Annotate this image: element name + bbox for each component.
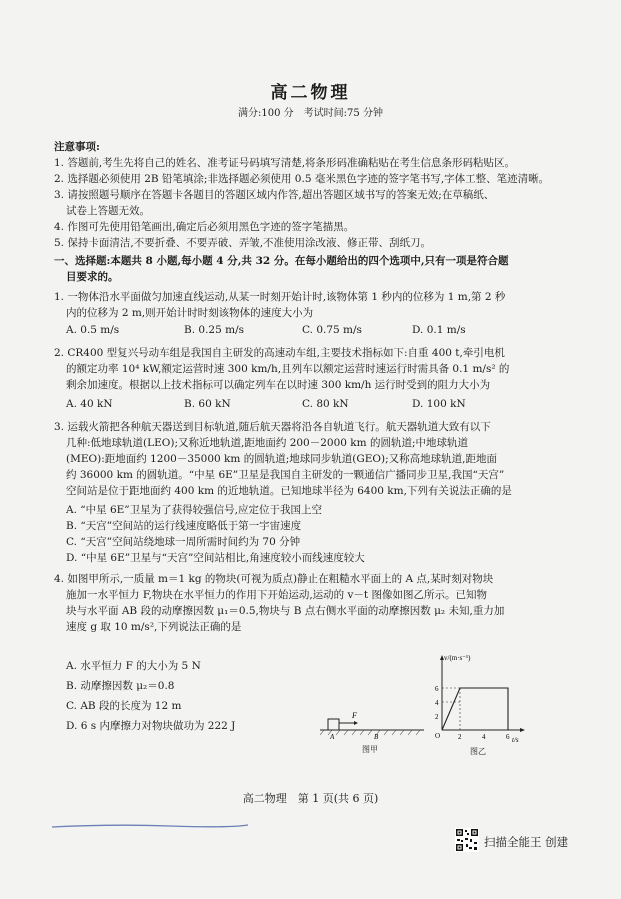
figure-a-caption: 图甲	[362, 745, 378, 754]
q4-option-b: B. 动摩擦因数 μ₂＝0.8	[66, 680, 175, 692]
point-a-label: A	[330, 733, 335, 740]
q2-option-c: C. 80 kN	[302, 398, 349, 410]
question-3-text: (MEO):距地面约 1200－35000 km 的圆轨道;地球同步轨道(GEO);又称高地球轨道,距地面	[66, 453, 497, 465]
question-4-text: 块与水平面 AB 段的动摩擦因数 μ₁＝0.5,物块与 B 点右侧水平面的动摩擦因数 μ₂ 未知,重力加	[66, 605, 505, 617]
q3-option-d: D. “中星 6E”卫星与“天宫”空间站相比,角速度较小而线速度较大	[66, 552, 365, 564]
q2-option-d: D. 100 kN	[412, 398, 466, 410]
note-item: 3. 请按照题号顺序在答题卡各题目的答题区域内作答,超出答题区域书写的答案无效;在草稿纸、	[54, 189, 495, 201]
question-3-text: 约 36000 km 的圆轨道。“中星 6E”卫星是我国自主研发的一颗通信广播同步卫星,我国“天宫”	[66, 469, 505, 481]
section-heading: 一、选择题:本题共 8 小题,每小题 4 分,共 32 分。在每小题给出的四个选项中,只有一项是符合题	[54, 255, 509, 267]
figure-b-vt-graph	[428, 652, 528, 746]
note-item: 2. 选择题必须使用 2B 铅笔填涂;非选择题必须使用 0.5 毫米黑色字迹的签字笔书写,字体工整、笔迹清晰。	[54, 173, 550, 185]
pen-stroke-mark	[50, 820, 250, 832]
x-axis-label: t/s	[512, 736, 519, 744]
q3-option-b: B. “天宫”空间站的运行线速度略低于第一宇宙速度	[66, 520, 302, 532]
x-tick-label: 6	[506, 733, 510, 741]
question-1-text: 1. 一物体沿水平面做匀加速直线运动,从某一时刻开始计时,该物体第 1 秒内的位移为 1 m,第 2 秒	[54, 291, 506, 303]
question-2-text: 2. CR400 型复兴号动车组是我国自主研发的高速动车组,主要技术指标如下:自重 400 t,牵引电机	[54, 347, 505, 359]
q4-option-d: D. 6 s 内摩擦力对物块做功为 222 J	[66, 720, 236, 732]
q3-option-c: C. “天宫”空间站绕地球一周所需时间约为 70 分钟	[66, 536, 301, 548]
y-tick-label: 2	[435, 713, 439, 721]
note-item: 4. 作图可先使用铅笔画出,确定后必须用黑色字迹的签字笔描黑。	[54, 221, 355, 233]
y-axis-label: v/(m·s⁻¹)	[444, 654, 471, 662]
q2-option-b: B. 60 kN	[184, 398, 231, 410]
qr-code-icon	[455, 828, 479, 852]
block-shape	[328, 719, 339, 730]
q1-option-b: B. 0.25 m/s	[184, 324, 244, 336]
point-b-label: B	[374, 733, 379, 740]
notes-heading: 注意事项:	[54, 141, 100, 153]
question-2-text: 剩余加速度。根据以上技术指标可以确定列车在以时速 300 km/h 运行时受到的阻力大小为	[66, 379, 491, 391]
section-heading-cont: 目要求的。	[66, 271, 119, 283]
question-4-text: 4. 如图甲所示,一质量 m＝1 kg 的物块(可视为质点)静止在粗糙水平面上的 A 点,某时刻对物块	[54, 573, 494, 585]
question-3-text: 3. 运载火箭把各种航天器送到目标轨道,随后航天器将沿各自轨道飞行。航天器轨道大致有以下	[54, 421, 491, 433]
x-tick-label: 2	[458, 733, 462, 741]
note-item: 试卷上答题无效。	[66, 205, 150, 217]
question-1-text: 内的位移为 2 m,则开始计时时刻该物体的速度大小为	[66, 307, 314, 319]
q1-option-d: D. 0.1 m/s	[412, 324, 466, 336]
question-3-text: 几种:低地球轨道(LEO);又称近地轨道,距地面约 200－2000 km 的圆轨道;中地球轨道	[66, 437, 468, 449]
scanner-watermark: 扫描全能王 创建	[484, 835, 569, 849]
y-tick-label: 6	[435, 685, 439, 693]
q2-option-a: A. 40 kN	[66, 398, 113, 410]
x-tick-label: 4	[482, 733, 486, 741]
question-2-text: 的额定功率 10⁴ kW,额定运营时速 300 km/h,且列车以额定运营时速运行时需具备 0.1 m/s² 的	[66, 363, 510, 375]
note-item: 1. 答题前,考生先将自己的姓名、准考证号码填写清楚,将条形码准确粘贴在考生信息条形码粘贴区。	[54, 157, 516, 169]
question-3-text: 空间站是位于距地面约 400 km 的近地轨道。已知地球半径为 6400 km,下列有关说法正确的是	[66, 485, 512, 497]
q3-option-a: A. “中星 6E”卫星为了获得较强信号,应定位于我国上空	[66, 504, 323, 516]
q4-option-c: C. AB 段的长度为 12 m	[66, 700, 182, 712]
question-4-text: 施加一水平恒力 F,物块在水平恒力的作用下开始运动,运动的 v－t 图像如图乙所示。已知物	[66, 589, 487, 601]
figure-a-diagram	[318, 708, 426, 740]
velocity-curve	[442, 688, 508, 730]
question-4-text: 速度 g 取 10 m/s²,下列说法正确的是	[66, 621, 242, 633]
origin-label: O	[435, 732, 441, 740]
q1-option-c: C. 0.75 m/s	[302, 324, 362, 336]
figure-b-caption: 图乙	[470, 747, 486, 756]
force-label: F	[352, 711, 357, 720]
exam-info: 满分:100 分 考试时间:75 分钟	[238, 108, 383, 119]
q4-option-a: A. 水平恒力 F 的大小为 5 N	[66, 660, 201, 672]
q1-option-a: A. 0.5 m/s	[66, 324, 120, 336]
y-tick-label: 4	[435, 699, 439, 707]
note-item: 5. 保持卡面清洁,不要折叠、不要弄破、弄皱,不准使用涂改液、修正带、刮纸刀。	[54, 237, 432, 249]
page-title: 高二物理	[270, 83, 351, 103]
page-footer: 高二物理 第 1 页(共 6 页)	[242, 792, 379, 805]
